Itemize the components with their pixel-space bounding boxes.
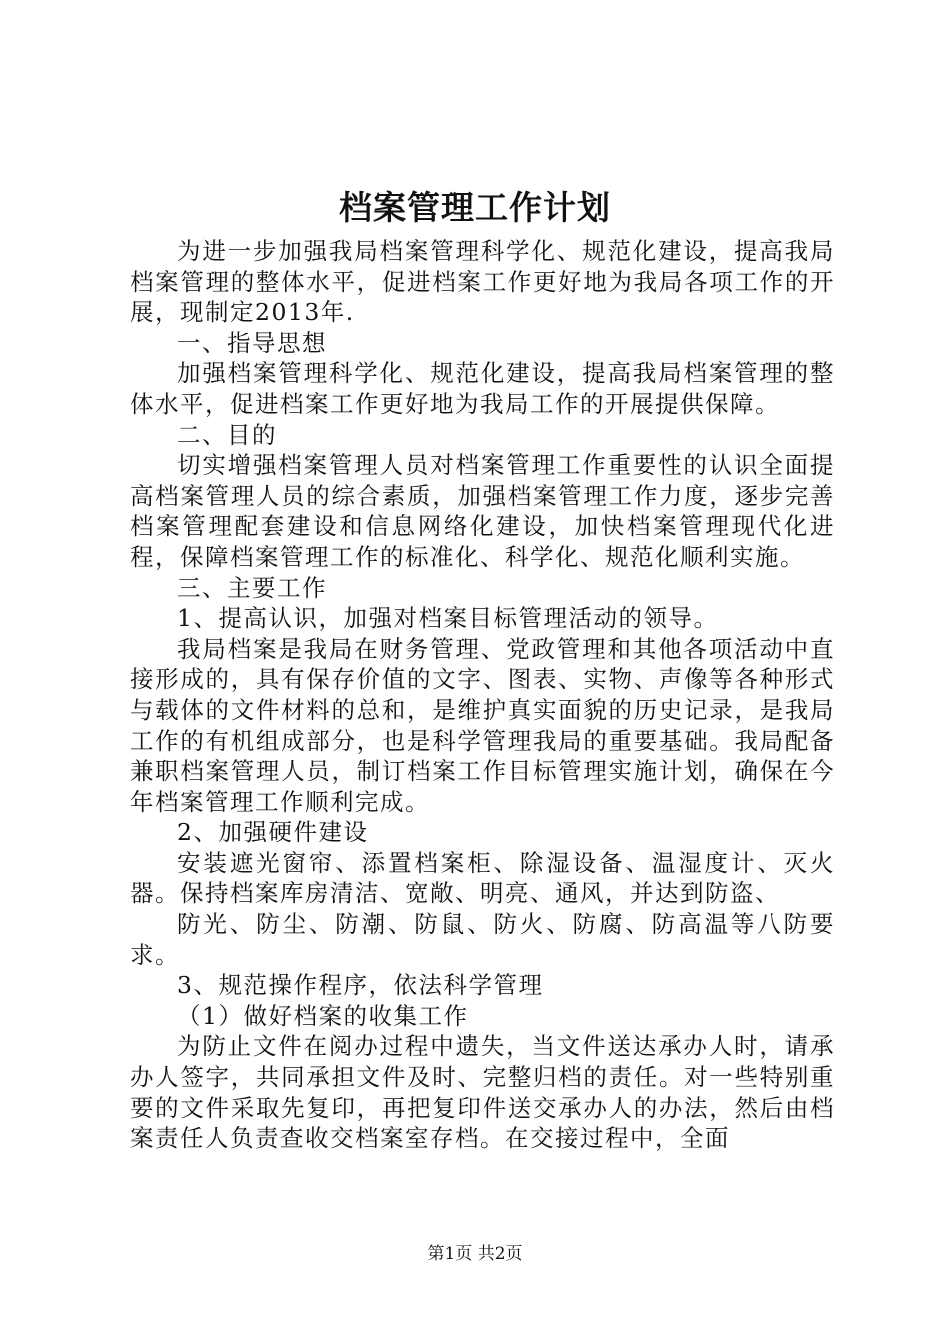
paragraph-collection: 为防止文件在阅办过程中遗失，当文件送达承办人时，请承办人签字，共同承担文件及时、完整归档的责任。对一些特别重要的文件采取先复印，再把复印件送交承办人的办法，然后由档案责任人负责查收交档案室存档。在交接过程中，全面: [130, 1032, 835, 1153]
subheading-awareness: 1、提高认识，加强对档案目标管理活动的领导。: [177, 604, 719, 633]
subheading-procedures: 3、规范操作程序，依法科学管理: [177, 971, 544, 1000]
heading-guiding-ideology: 一、指导思想: [177, 328, 327, 357]
paragraph-awareness: 我局档案是我局在财务管理、党政管理和其他各项活动中直接形成的，具有保存价值的文字、图表、实物、声像等各种形式与载体的文件材料的总和，是维护真实面貌的历史记录，是我局工作的有机组成部分，也是科学管理我局的重要基础。我局配备兼职档案管理人员，制订档案工作目标管理实施计划，确保在今年档案管理工作顺利完成。: [130, 634, 835, 816]
document-title: 档案管理工作计划: [339, 188, 611, 227]
paragraph-hardware-2: 防光、防尘、防潮、防鼠、防火、防腐、防高温等八防要求。: [130, 910, 835, 969]
subheading-hardware: 2、加强硬件建设: [177, 818, 369, 847]
paragraph-guiding-ideology: 加强档案管理科学化、规范化建设，提高我局档案管理的整体水平，促进档案工作更好地为我局工作的开展提供保障。: [130, 359, 835, 418]
paragraph-purpose: 切实增强档案管理人员对档案管理工作重要性的认识全面提高档案管理人员的综合素质，加强档案管理工作力度，逐步完善档案管理配套建设和信息网络化建设，加快档案管理现代化进程，保障档案管理工作的标准化、科学化、规范化顺利实施。: [130, 451, 835, 571]
heading-purpose: 二、目的: [177, 420, 277, 449]
document-body: [130, 236, 835, 1154]
page-footer: 第1页 共2页: [427, 1244, 523, 1264]
subheading-collection: （1）做好档案的收集工作: [177, 1001, 469, 1030]
paragraph-hardware-1: 安装遮光窗帘、添置档案柜、除湿设备、温湿度计、灭火器。保持档案库房清洁、宽敞、明亮、通风，并达到防盗、: [130, 848, 835, 908]
heading-main-work: 三、主要工作: [177, 573, 327, 602]
paragraph-intro: 为进一步加强我局档案管理科学化、规范化建设，提高我局档案管理的整体水平，促进档案工作更好地为我局各项工作的开展，现制定2013年.: [130, 237, 835, 327]
